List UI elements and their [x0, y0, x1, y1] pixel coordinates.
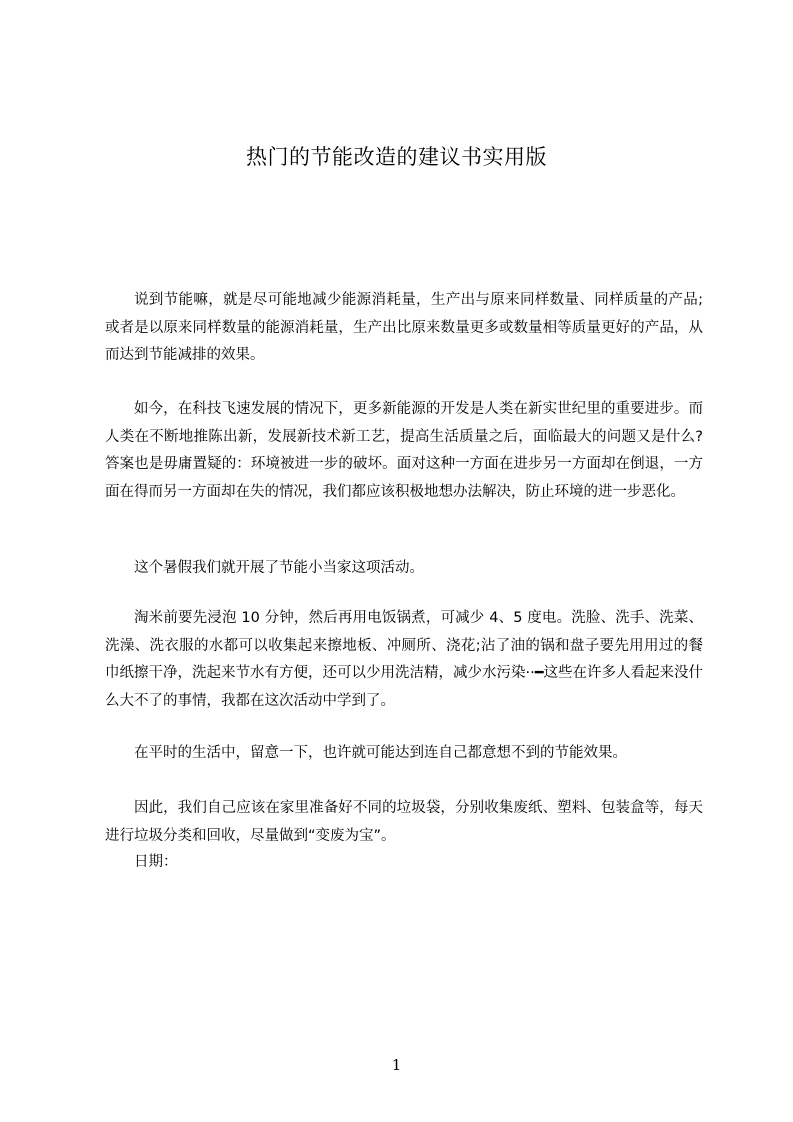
paragraph-saving-tips: 淘米前要先浸泡 10 分钟，然后再用电饭锅煮，可减少 4、5 度电。洗脸、洗手、洗菜、洗澡、洗衣服的水都可以收集起来擦地板、冲厕所、浇花;沾了油的锅和盘子要先用用过的餐巾纸擦干净，洗起来节水有方便，还可以少用洗洁精，减少水污染··━这些在许多人看起来没什么大不了的事情，我都在这次活动中学到了。 — [105, 610, 703, 709]
paragraph-daily-life: 在平时的生活中，留意一下，也许就可能达到连自己都意想不到的节能效果。 — [134, 745, 627, 761]
page-number: 1 — [391, 1056, 402, 1074]
paragraph-environment-problem: 如今，在科技飞速发展的情况下，更多新能源的开发是人类在新实世纪里的重要进步。而人类在不断地推陈出新，发展新技术新工艺，提高生活质量之后，面临最大的问题又是什么?答案也是毋庸置疑的：环境被进一步的破坏。面对这种一方面在进步另一方面却在倒退，一方面在得而另一方面却在失的情况，我们都应该积极地想办法解决，防止环境的进一步恶化。 — [105, 401, 703, 500]
paragraph-garbage-sorting: 因此，我们自己应该在家里准备好不同的垃圾袋，分别收集废纸、塑料、包装盒等，每天进行垃圾分类和回收，尽量做到“变废为宝”。 — [105, 800, 703, 844]
document-title: 热门的节能改造的建议书实用版 — [246, 145, 547, 169]
date-label: 日期： — [134, 854, 178, 870]
paragraph-energy-definition: 说到节能嘛，就是尽可能地减少能源消耗量，生产出与原来同样数量、同样质量的产品;或者是以原来同样数量的能源消耗量，生产出比原来数量更多或数量相等质量更好的产品，从而达到节能减排的效果。 — [105, 292, 703, 363]
paragraph-summer-activity: 这个暑假我们就开展了节能小当家这项活动。 — [134, 560, 424, 576]
